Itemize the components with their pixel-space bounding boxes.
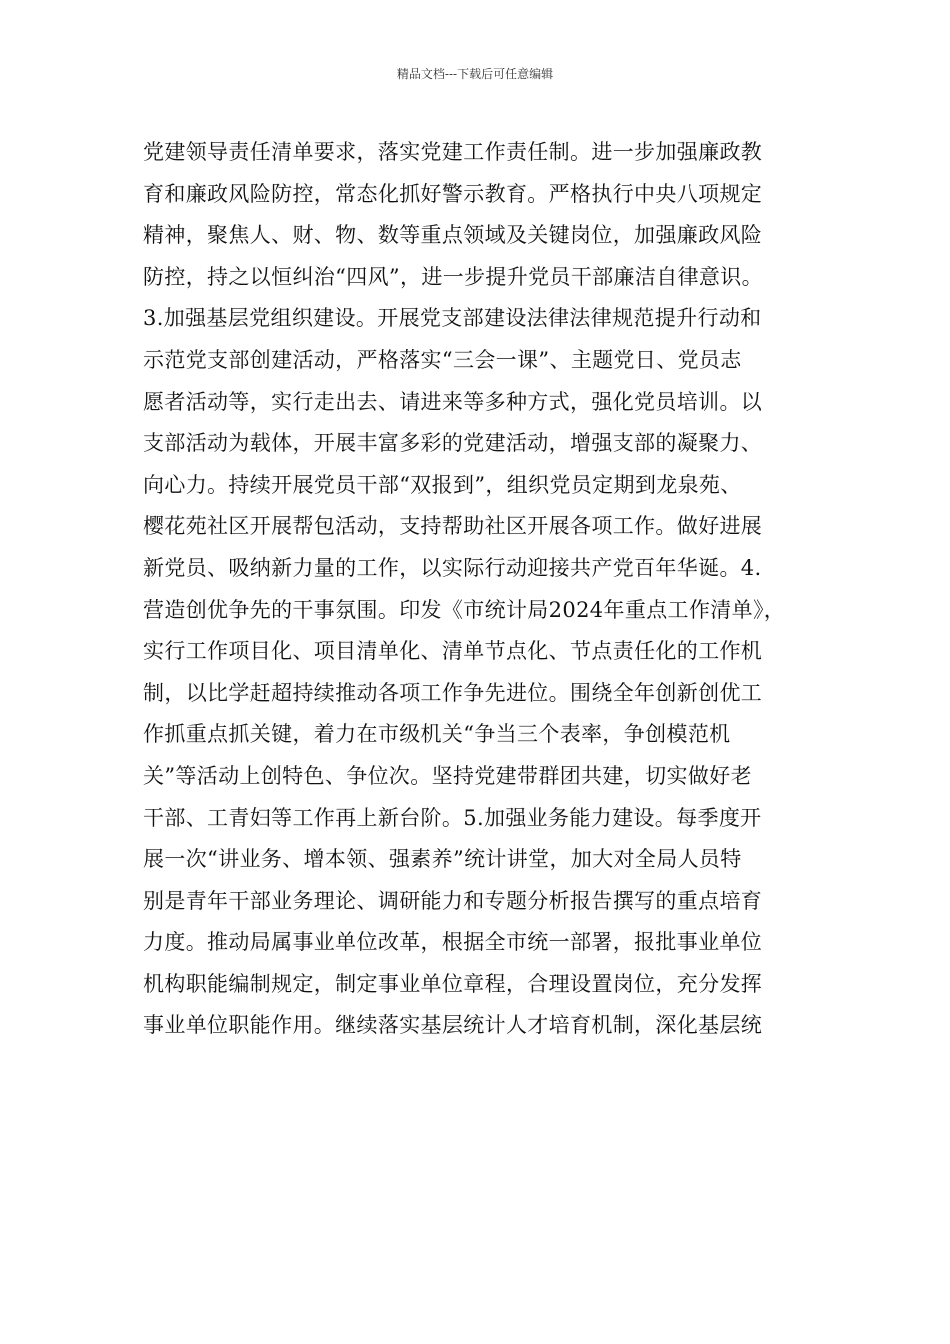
text-line: 力度。推动局属事业单位改革，根据全市统一部署，报批事业单位 — [143, 930, 763, 955]
text-line: 向心力。持续开展党员干部“双报到”，组织党员定期到龙泉苑、 — [143, 472, 742, 497]
text-line: 党建领导责任清单要求，落实党建工作责任制。进一步加强廉政教 — [143, 140, 763, 164]
body-text — [143, 132, 823, 1047]
text-line: 别是青年干部业务理论、调研能力和专题分析报告撰写的重点培育 — [143, 888, 763, 913]
text-line: 事业单位职能作用。继续落实基层统计人才培育机制，深化基层统 — [143, 1013, 763, 1038]
text-line: 干部、工青妇等工作再上新台阶。5.加强业务能力建设。每季度开 — [143, 805, 762, 830]
text-line: 支部活动为载体，开展丰富多彩的党建活动，增强支部的凝聚力、 — [143, 431, 763, 456]
text-line: 愿者活动等，实行走出去、请进来等多种方式，强化党员培训。以 — [143, 389, 763, 414]
text-line: 展一次“讲业务、增本领、强素养”统计讲堂，加大对全局人员特 — [143, 847, 742, 872]
text-line: 新党员、吸纳新力量的工作，以实际行动迎接共产党百年华诞。4. — [143, 555, 762, 580]
text-line: 机构职能编制规定，制定事业单位章程，合理设置岗位，充分发挥 — [143, 971, 763, 996]
text-line: 精神，聚焦人、财、物、数等重点领域及关键岗位，加强廉政风险 — [143, 223, 763, 248]
text-line: 防控，持之以恒纠治“四风”，进一步提升党员干部廉洁自律意识。 — [143, 264, 763, 289]
text-line: 实行工作项目化、项目清单化、清单节点化、节点责任化的工作机 — [143, 639, 763, 664]
text-line: 作抓重点抓关键，着力在市级机关“争当三个表率，争创模范机 — [143, 722, 731, 747]
text-line: 制，以比学赶超持续推动各项工作争先进位。围绕全年创新创优工 — [143, 680, 763, 705]
page-header: 精品文档---下载后可任意编辑 — [396, 67, 554, 81]
text-line: 营造创优争先的干事氛围。印发《市统计局2024年重点工作清单》， — [143, 597, 786, 622]
text-line: 示范党支部创建活动，严格落实“三会一课”、主题党日、党员志 — [143, 347, 742, 372]
text-line: 3.加强基层党组织建设。开展党支部建设法律法律规范提升行动和 — [143, 306, 762, 331]
text-line: 育和廉政风险防控，常态化抓好警示教育。严格执行中央八项规定 — [143, 181, 763, 206]
text-line: 樱花苑社区开展帮包活动，支持帮助社区开展各项工作。做好进展 — [143, 514, 763, 539]
text-line: 关”等活动上创特色、争位次。坚持党建带群团共建，切实做好老 — [143, 763, 752, 788]
